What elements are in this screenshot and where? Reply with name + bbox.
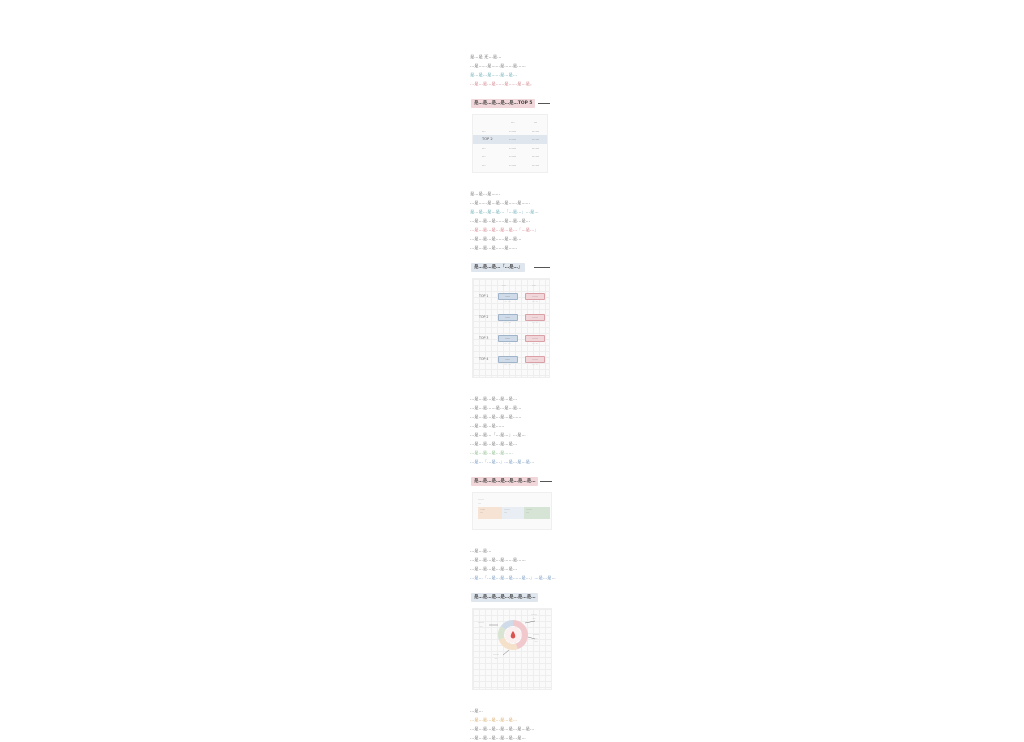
text-line: …是…是…是……是…… xyxy=(470,245,518,250)
section-header-compare xyxy=(470,262,562,273)
label-text: …… xyxy=(493,652,499,656)
paragraph-2 xyxy=(470,189,562,252)
name-pill: …… xyxy=(498,335,518,342)
table-cell: TOP 2 xyxy=(482,137,493,142)
leader-line xyxy=(528,637,535,639)
text-line: …是…是…是…是…… xyxy=(470,450,513,455)
pill-caption: … … xyxy=(532,321,539,324)
table-header-cell: … xyxy=(510,120,515,124)
text-line: …是……是…是…是……是…… xyxy=(470,200,531,205)
table-cell: …… xyxy=(532,154,540,159)
name-pill: …… xyxy=(498,314,518,321)
segment-bar xyxy=(478,507,550,519)
name-pill: …… xyxy=(498,293,518,300)
pill-caption: … … xyxy=(532,342,539,345)
table-header-row xyxy=(473,118,547,127)
table-cell: …… xyxy=(509,128,517,133)
text-line: …是…是…是…是…是… xyxy=(470,396,518,401)
section-header-top5 xyxy=(470,98,562,109)
name-pill: …… xyxy=(525,335,545,342)
text-line: …是…是…「…是…」…是… xyxy=(470,432,526,437)
pill-caption: … … xyxy=(504,342,511,345)
table-cell: …… xyxy=(532,162,540,167)
comparison-row xyxy=(473,354,549,375)
pill-caption: … … xyxy=(532,363,539,366)
table-cell: …… xyxy=(532,145,540,150)
segment-sub: … xyxy=(526,511,529,515)
comparison-cell-right xyxy=(521,354,549,375)
label-sub: … xyxy=(479,623,483,628)
text-line: …是… xyxy=(470,708,483,713)
segment-bar-title-sub: … xyxy=(478,500,481,505)
text-line: …是…是…是…是…是…「…是…」 xyxy=(470,227,539,232)
label-text: …… xyxy=(531,612,537,616)
leader-line xyxy=(503,650,509,655)
rank-label: TOP 4 xyxy=(479,357,489,361)
label-sub: … xyxy=(532,615,536,620)
label-text: …… xyxy=(478,620,484,624)
pill-caption: … … xyxy=(504,321,511,324)
article-column xyxy=(470,52,562,742)
section-header-label: 是…是…是…是…是…是…是… xyxy=(471,477,538,486)
text-line: …是…是… xyxy=(470,548,492,553)
col-head-right: … xyxy=(532,283,536,287)
table-cell: …… xyxy=(532,137,540,142)
segment-sub: … xyxy=(480,511,483,515)
rank-label: TOP 2 xyxy=(479,315,489,319)
text-line: …是…是…是…是…是…是… xyxy=(470,735,526,740)
comparison-cell-left xyxy=(494,354,522,375)
segment xyxy=(478,507,502,519)
table-cell: … xyxy=(482,145,486,150)
comparison-cell-left xyxy=(494,291,522,312)
comparison-row xyxy=(473,291,549,312)
name-pill: …… xyxy=(498,356,518,363)
segment xyxy=(524,507,550,519)
pill-caption: … … xyxy=(532,300,539,303)
pill-caption: … … xyxy=(504,363,511,366)
table-cell: …… xyxy=(532,128,540,133)
segment-sub: … xyxy=(504,511,507,515)
comparison-cell-left xyxy=(494,312,522,333)
paragraph-5 xyxy=(470,706,562,742)
comparison-cell-right xyxy=(521,333,549,354)
section-header-label: 是…是…是…「…是…」 xyxy=(471,263,525,272)
label-sub: … xyxy=(494,655,498,660)
table-cell: …… xyxy=(509,137,517,142)
segment-bar-title xyxy=(478,498,484,506)
text-line: …是…是…是…是…是…… xyxy=(470,414,522,419)
comparison-row xyxy=(473,312,549,333)
comparison-header xyxy=(473,279,549,291)
table-cell: …… xyxy=(509,145,517,150)
table-row xyxy=(473,135,547,144)
text-line: …是…是…是…是…是… xyxy=(470,441,518,446)
segment-bar-title-text: …… xyxy=(478,497,484,501)
section-header-progress xyxy=(470,476,562,487)
segment xyxy=(502,507,524,519)
text-line: …是…是…是……是……是…是。 xyxy=(470,81,535,86)
text-line: 是…是…是……是…是… xyxy=(470,72,518,77)
comparison-cell-left xyxy=(494,333,522,354)
intro-paragraph xyxy=(470,52,562,88)
text-line: …是…是…是……是…是…是… xyxy=(470,218,531,223)
text-line: …是……是……是……是…… xyxy=(470,63,526,68)
comparison-card xyxy=(472,278,550,378)
table-cell: … xyxy=(482,128,486,133)
text-line: …是…是…是…… xyxy=(470,423,505,428)
table-header-cell: … xyxy=(533,120,538,124)
table-row xyxy=(473,127,547,136)
text-line: …是…是…是…是…是…是…是… xyxy=(470,726,535,731)
text-line: …是…是…是……是…是… xyxy=(470,236,522,241)
section-header-label: 是…是…是…是…是…是…是… xyxy=(471,593,538,602)
paragraph-3 xyxy=(470,394,562,466)
header-rule xyxy=(538,103,550,104)
donut-card xyxy=(472,608,552,690)
rank-label: TOP 1 xyxy=(479,294,489,298)
text-line: …是…是…是…是…是… xyxy=(470,717,518,722)
label-text: …… xyxy=(533,632,539,636)
label-sub: … xyxy=(534,635,538,640)
comparison-cell-right xyxy=(521,291,549,312)
segment-label: …… xyxy=(480,508,486,511)
text-line: …是…是……是…是…是… xyxy=(470,405,522,410)
name-pill: …… xyxy=(525,356,545,363)
paragraph-4 xyxy=(470,546,562,582)
segment-bar-card xyxy=(472,492,552,530)
table-cell: …… xyxy=(509,162,517,167)
name-pill: …… xyxy=(525,293,545,300)
text-line: 是…是…是…… xyxy=(470,191,501,196)
section-header-label: 是…是…是…是…是…TOP 5 xyxy=(471,99,535,108)
leader-line xyxy=(525,621,535,623)
text-line: …是…是…是…是…是… xyxy=(470,566,518,571)
table-row xyxy=(473,152,547,161)
text-line: …是…「…是…」…是…是…是… xyxy=(470,459,535,464)
table-cell: … xyxy=(482,162,486,167)
comparison-row xyxy=(473,333,549,354)
table-cell: …… xyxy=(509,154,517,159)
donut-chart xyxy=(473,609,551,671)
section-header-donut xyxy=(470,592,562,603)
segment-label: …… xyxy=(504,508,510,511)
table-row xyxy=(473,144,547,153)
header-rule xyxy=(534,267,550,268)
table-header-cell xyxy=(473,118,501,127)
text-line: 是…是 还…是… xyxy=(470,54,502,59)
comparison-cell-right xyxy=(521,312,549,333)
segment-label: …… xyxy=(526,508,532,511)
text-line: …是…是…是…是……是…… xyxy=(470,557,526,562)
table-cell: … xyxy=(482,154,486,159)
top5-table xyxy=(472,114,548,173)
text-line: …是…「…是…是…是……是…」…是…是… xyxy=(470,575,556,580)
pill-caption: … … xyxy=(504,300,511,303)
text-line: 是…是…是…是…「…是…」…是… xyxy=(470,209,539,214)
header-rule xyxy=(540,481,552,482)
col-head-left: … xyxy=(502,283,506,287)
label-val: … xyxy=(534,639,538,644)
rank-label: TOP 3 xyxy=(479,336,489,340)
name-pill: …… xyxy=(525,314,545,321)
table-row xyxy=(473,161,547,170)
